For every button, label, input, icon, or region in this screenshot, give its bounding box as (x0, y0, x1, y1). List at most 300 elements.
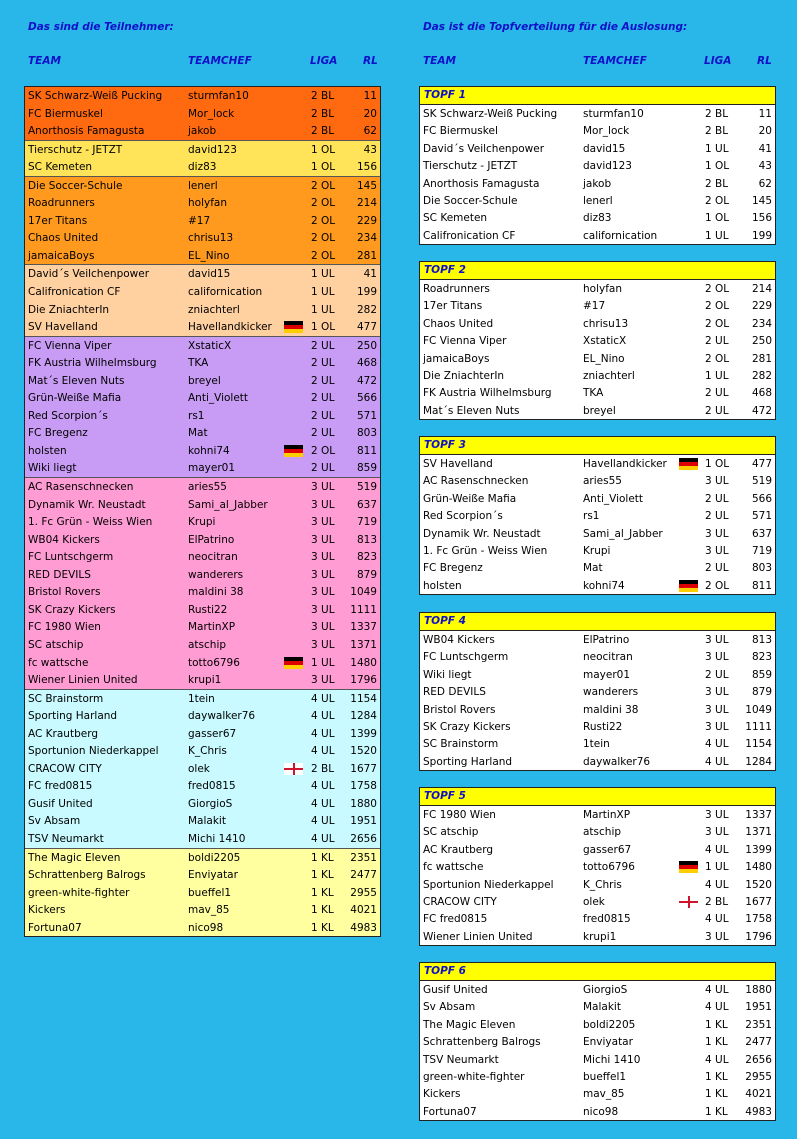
team-liga: 4 UL (705, 913, 729, 926)
team-liga: 2 BL (705, 895, 729, 908)
team-chef: #17 (188, 214, 211, 227)
team-rl: 1337 (350, 621, 377, 634)
team-rl: 1796 (745, 930, 772, 943)
table-row (420, 683, 775, 700)
team-chef: Mor_lock (188, 107, 235, 120)
team-liga: 1 KL (705, 1088, 728, 1101)
team-rl: 1399 (350, 727, 377, 740)
team-rl: 1284 (350, 710, 377, 723)
team-liga: 3 UL (705, 686, 729, 699)
team-rl: 823 (751, 651, 772, 664)
team-chef: atschip (188, 638, 227, 651)
table-row (25, 354, 380, 372)
team-liga: 2 OL (311, 249, 336, 262)
table-row (25, 87, 380, 105)
team-chef: jakob (583, 177, 612, 190)
team-name: jamaicaBoys (423, 352, 490, 365)
team-rl: 282 (356, 303, 377, 316)
team-rl: 4021 (350, 904, 377, 917)
team-chef: kohni74 (583, 579, 625, 592)
table-row (25, 901, 380, 919)
table-row (25, 389, 380, 407)
team-chef: holyfan (583, 283, 622, 295)
team-rl: 4983 (350, 921, 377, 934)
team-chef: Michi 1410 (188, 832, 246, 845)
team-name: Wiener Linien United (423, 930, 533, 943)
team-name: Sv Absam (423, 1001, 476, 1014)
table-row (25, 654, 380, 672)
table-row (420, 402, 775, 419)
team-name: FC fred0815 (423, 913, 488, 926)
team-rl: 803 (356, 427, 377, 440)
team-chef: totto6796 (188, 656, 240, 669)
table-row (25, 442, 380, 460)
team-name: Anorthosis Famagusta (423, 177, 540, 190)
team-name: Califronication CF (423, 229, 516, 242)
team-liga: 2 OL (705, 317, 730, 330)
table-row (420, 1068, 775, 1085)
team-liga: 3 UL (311, 533, 335, 546)
table-row (420, 384, 775, 401)
table-row (25, 247, 380, 265)
team-name: FC fred0815 (28, 780, 93, 793)
team-chef: diz83 (188, 161, 217, 174)
team-name: Sporting Harland (28, 710, 118, 723)
table-row (420, 1051, 775, 1068)
team-liga: 1 OL (705, 160, 730, 173)
team-chef: david15 (583, 142, 626, 155)
team-rl: 1111 (350, 603, 377, 616)
table-row (25, 583, 380, 601)
table-row (25, 477, 380, 496)
table-row (420, 981, 775, 998)
team-chef: EL_Nino (188, 249, 230, 262)
team-rl: 281 (356, 249, 377, 262)
team-name: 17er Titans (423, 300, 483, 313)
pot-title: TOPF 5 (420, 788, 775, 806)
team-liga: 3 UL (705, 634, 729, 646)
team-liga: 4 UL (705, 755, 729, 768)
table-row (420, 542, 775, 559)
team-liga: 3 UL (311, 621, 335, 634)
team-name: SV Havelland (423, 458, 493, 470)
team-chef: Anti_Violett (188, 392, 249, 405)
team-chef: wanderers (583, 686, 639, 699)
team-rl: 2656 (745, 1053, 772, 1066)
team-liga: 1 UL (311, 656, 335, 669)
right-header-rl: RL (757, 55, 772, 67)
team-rl: 282 (751, 369, 772, 382)
team-chef: 1tein (583, 738, 610, 751)
team-rl: 571 (356, 409, 377, 422)
team-liga: 2 BL (311, 107, 335, 120)
team-name: SC Brainstorm (423, 738, 499, 751)
team-name: Roadrunners (28, 197, 95, 210)
team-name: RED DEVILS (28, 568, 91, 581)
team-name: Dynamik Wr. Neustadt (423, 527, 541, 540)
table-row (420, 525, 775, 542)
team-chef: Sami_al_Jabber (583, 527, 663, 540)
team-liga: 2 UL (311, 392, 335, 405)
team-chef: GiorgioS (188, 797, 233, 810)
table-row (420, 122, 775, 139)
team-chef: ElPatrino (188, 533, 235, 546)
team-liga: 2 OL (311, 444, 336, 457)
team-name: SK Schwarz-Weiß Pucking (28, 90, 163, 102)
team-rl: 813 (751, 634, 772, 646)
team-rl: 62 (363, 125, 377, 138)
table-row (420, 105, 775, 122)
team-rl: 145 (751, 194, 772, 207)
team-liga: 2 BL (705, 125, 729, 138)
team-name: David´s Veilchenpower (28, 268, 150, 281)
team-rl: 472 (356, 374, 377, 387)
table-row (25, 212, 380, 230)
team-name: jamaicaBoys (28, 249, 95, 262)
team-liga: 4 UL (311, 727, 335, 740)
table-row (420, 893, 775, 910)
team-liga: 1 UL (311, 286, 335, 299)
team-chef: mayer01 (188, 462, 236, 475)
team-chef: chrisu13 (188, 232, 234, 245)
team-name: FC Vienna Viper (28, 339, 112, 352)
team-chef: TKA (583, 387, 604, 400)
team-liga: 2 OL (705, 352, 730, 365)
team-name: Wiener Linien United (28, 674, 138, 687)
germany-flag-icon (679, 458, 698, 470)
team-name: SK Crazy Kickers (28, 603, 116, 616)
table-row (25, 760, 380, 778)
team-rl: 813 (356, 533, 377, 546)
team-chef: david15 (188, 268, 231, 281)
team-name: SC Brainstorm (28, 692, 104, 705)
team-rl: 468 (751, 387, 772, 400)
team-name: FC Luntschgerm (423, 651, 509, 664)
team-chef: californication (583, 229, 658, 242)
table-row (25, 264, 380, 283)
table-row (25, 301, 380, 319)
team-chef: krupi1 (188, 674, 222, 687)
team-name: Bristol Rovers (423, 703, 496, 716)
team-liga: 2 UL (311, 409, 335, 422)
team-rl: 1337 (745, 809, 772, 821)
team-chef: neocitran (583, 651, 633, 664)
team-rl: 519 (356, 481, 377, 494)
team-chef: Rusti22 (188, 603, 228, 616)
team-name: green-white-fighter (423, 1070, 525, 1083)
team-chef: mav_85 (583, 1088, 625, 1101)
team-name: FC Bregenz (423, 562, 483, 575)
team-name: Sportunion Niederkappel (28, 745, 159, 758)
team-rl: 477 (751, 458, 772, 470)
table-row (420, 735, 775, 752)
table-row (25, 830, 380, 848)
team-liga: 1 KL (311, 851, 334, 864)
team-name: green-white-fighter (28, 886, 130, 899)
team-rl: 1480 (745, 861, 772, 874)
team-liga: 4 UL (311, 815, 335, 828)
team-rl: 11 (363, 90, 377, 102)
table-row (25, 884, 380, 902)
team-liga: 3 UL (705, 544, 729, 557)
team-rl: 1796 (350, 674, 377, 687)
left-header-liga: LIGA (310, 55, 338, 67)
team-liga: 2 OL (311, 232, 336, 245)
team-liga: 1 OL (705, 212, 730, 225)
table-row (420, 297, 775, 314)
pot-box-6 (419, 962, 776, 1121)
team-liga: 1 KL (705, 1036, 728, 1049)
team-chef: fred0815 (583, 913, 631, 926)
team-chef: Enviyatar (188, 869, 238, 882)
team-rl: 811 (751, 579, 772, 592)
team-liga: 4 UL (311, 832, 335, 845)
table-row (25, 601, 380, 619)
team-rl: 719 (751, 544, 772, 557)
team-chef: EL_Nino (583, 352, 625, 365)
team-rl: 1951 (350, 815, 377, 828)
team-chef: boldi2205 (583, 1018, 636, 1031)
table-row (25, 742, 380, 760)
table-row (25, 636, 380, 654)
team-chef: aries55 (583, 475, 622, 488)
participants-table (24, 86, 381, 937)
table-row (25, 566, 380, 584)
table-row (25, 548, 380, 566)
team-chef: Mor_lock (583, 125, 630, 138)
team-chef: gasser67 (583, 843, 632, 856)
table-row (420, 350, 775, 367)
team-liga: 3 UL (705, 720, 729, 733)
team-chef: holyfan (188, 197, 227, 210)
team-liga: 3 UL (311, 498, 335, 511)
team-liga: 1 OL (311, 143, 336, 156)
team-chef: Anti_Violett (583, 492, 644, 505)
team-liga: 4 UL (705, 738, 729, 751)
team-name: holsten (423, 579, 462, 592)
team-rl: 20 (363, 107, 377, 120)
team-liga: 1 KL (311, 869, 334, 882)
team-chef: boldi2205 (188, 851, 241, 864)
team-rl: 20 (758, 125, 772, 138)
left-header-rl: RL (363, 55, 378, 67)
team-name: Schrattenberg Balrogs (423, 1036, 541, 1049)
team-chef: rs1 (188, 409, 205, 422)
team-name: Mat´s Eleven Nuts (423, 404, 520, 417)
team-name: SC atschip (28, 638, 84, 651)
team-chef: breyel (583, 404, 616, 417)
team-chef: Krupi (188, 516, 216, 529)
team-liga: 4 UL (705, 984, 729, 996)
team-name: Wiki liegt (423, 668, 472, 681)
team-rl: 214 (751, 283, 772, 295)
team-chef: bueffel1 (583, 1070, 627, 1083)
team-rl: 1880 (745, 984, 772, 996)
table-row (420, 858, 775, 875)
team-liga: 2 BL (705, 177, 729, 190)
team-rl: 1677 (745, 895, 772, 908)
team-name: RED DEVILS (423, 686, 486, 699)
team-liga: 3 UL (311, 568, 335, 581)
table-row (25, 122, 380, 140)
team-chef: Malakit (583, 1001, 621, 1014)
pot-box-5 (419, 787, 776, 946)
team-chef: Mat (188, 427, 208, 440)
germany-flag-icon (284, 445, 303, 457)
table-row (420, 998, 775, 1015)
team-chef: atschip (583, 826, 622, 839)
team-rl: 1520 (350, 745, 377, 758)
team-chef: lenerl (583, 194, 613, 207)
team-rl: 566 (751, 492, 772, 505)
team-liga: 2 OL (705, 283, 730, 295)
pot-title: TOPF 2 (420, 262, 775, 280)
germany-flag-icon (284, 657, 303, 669)
team-name: AC Rasenschnecken (423, 475, 529, 488)
team-liga: 4 UL (705, 1053, 729, 1066)
team-chef: #17 (583, 300, 606, 313)
team-rl: 229 (356, 214, 377, 227)
team-rl: 234 (356, 232, 377, 245)
table-row (25, 919, 380, 937)
team-rl: 1154 (350, 692, 377, 705)
team-rl: 1154 (745, 738, 772, 751)
team-liga: 3 UL (705, 651, 729, 664)
team-rl: 250 (751, 335, 772, 348)
table-row (420, 472, 775, 489)
team-name: Tierschutz - JETZT (423, 160, 518, 173)
team-name: CRACOW CITY (423, 895, 497, 908)
table-row (25, 424, 380, 442)
participants-title: Das sind die Teilnehmer: (28, 21, 174, 33)
team-chef: bueffel1 (188, 886, 232, 899)
team-rl: 1049 (745, 703, 772, 716)
table-row (420, 227, 775, 244)
team-name: WB04 Kickers (423, 634, 495, 646)
team-rl: 43 (758, 160, 772, 173)
team-rl: 2955 (745, 1070, 772, 1083)
team-name: Red Scorpion´s (423, 510, 503, 523)
team-rl: 823 (356, 551, 377, 564)
team-name: FC Biermuskel (423, 125, 498, 138)
team-chef: wanderers (188, 568, 244, 581)
team-liga: 1 OL (311, 161, 336, 174)
team-chef: totto6796 (583, 861, 635, 874)
team-name: Roadrunners (423, 283, 490, 295)
team-name: FC Biermuskel (28, 107, 103, 120)
team-name: FC 1980 Wien (423, 809, 496, 821)
team-chef: ElPatrino (583, 634, 630, 646)
team-name: fc wattsche (423, 861, 484, 874)
team-liga: 2 BL (311, 90, 335, 102)
team-name: Die Soccer-Schule (28, 179, 123, 192)
team-liga: 2 UL (705, 387, 729, 400)
team-liga: 2 UL (311, 357, 335, 370)
table-row (25, 618, 380, 636)
team-chef: david123 (188, 143, 237, 156)
team-name: Kickers (28, 904, 66, 917)
table-row (420, 806, 775, 823)
team-rl: 519 (751, 475, 772, 488)
team-liga: 2 UL (705, 562, 729, 575)
table-row (25, 496, 380, 514)
team-chef: XstaticX (188, 339, 232, 352)
team-chef: GiorgioS (583, 984, 628, 996)
team-name: Gusif United (423, 984, 488, 996)
team-chef: MartinXP (188, 621, 236, 634)
team-name: Wiki liegt (28, 462, 77, 475)
team-rl: 1520 (745, 878, 772, 891)
table-row (420, 157, 775, 174)
team-chef: TKA (188, 357, 209, 370)
table-row (25, 229, 380, 247)
team-liga: 3 UL (311, 586, 335, 599)
table-row (25, 795, 380, 813)
team-rl: 719 (356, 516, 377, 529)
team-liga: 2 UL (311, 374, 335, 387)
germany-flag-icon (679, 580, 698, 592)
team-name: 1. Fc Grün - Weiss Wien (28, 516, 153, 529)
team-rl: 1371 (350, 638, 377, 651)
team-chef: Havellandkicker (188, 321, 272, 334)
team-rl: 1371 (745, 826, 772, 839)
team-rl: 637 (356, 498, 377, 511)
team-rl: 1677 (350, 762, 377, 775)
table-row (25, 725, 380, 743)
team-chef: nico98 (188, 921, 224, 934)
team-rl: 477 (356, 321, 377, 334)
team-name: SC Kemeten (423, 212, 488, 225)
team-name: SC atschip (423, 826, 479, 839)
team-liga: 2 OL (705, 579, 730, 592)
team-liga: 3 UL (705, 809, 729, 821)
team-rl: 566 (356, 392, 377, 405)
table-row (25, 707, 380, 725)
team-liga: 1 KL (705, 1105, 728, 1118)
team-chef: Enviyatar (583, 1036, 633, 1049)
pot-title: TOPF 6 (420, 963, 775, 981)
team-liga: 1 KL (705, 1018, 728, 1031)
team-chef: Mat (583, 562, 603, 575)
team-name: Red Scorpion´s (28, 409, 108, 422)
table-row (420, 192, 775, 209)
team-liga: 2 UL (705, 335, 729, 348)
team-rl: 2477 (745, 1036, 772, 1049)
team-liga: 3 UL (311, 603, 335, 616)
table-row (25, 671, 380, 689)
team-rl: 571 (751, 510, 772, 523)
team-rl: 803 (751, 562, 772, 575)
team-rl: 43 (363, 143, 377, 156)
team-liga: 3 UL (311, 481, 335, 494)
pot-title: TOPF 1 (420, 87, 775, 105)
team-name: Kickers (423, 1088, 461, 1101)
table-row (25, 105, 380, 123)
team-chef: 1tein (188, 692, 215, 705)
table-row (420, 876, 775, 893)
table-row (420, 1085, 775, 1102)
team-rl: 156 (751, 212, 772, 225)
team-liga: 2 UL (311, 339, 335, 352)
table-row (25, 336, 380, 355)
team-liga: 1 OL (705, 458, 730, 470)
team-name: FK Austria Wilhelmsburg (28, 357, 157, 370)
table-row (420, 648, 775, 665)
team-chef: olek (583, 895, 605, 908)
team-liga: 3 UL (705, 930, 729, 943)
table-row (420, 315, 775, 332)
right-header-liga: LIGA (704, 55, 732, 67)
